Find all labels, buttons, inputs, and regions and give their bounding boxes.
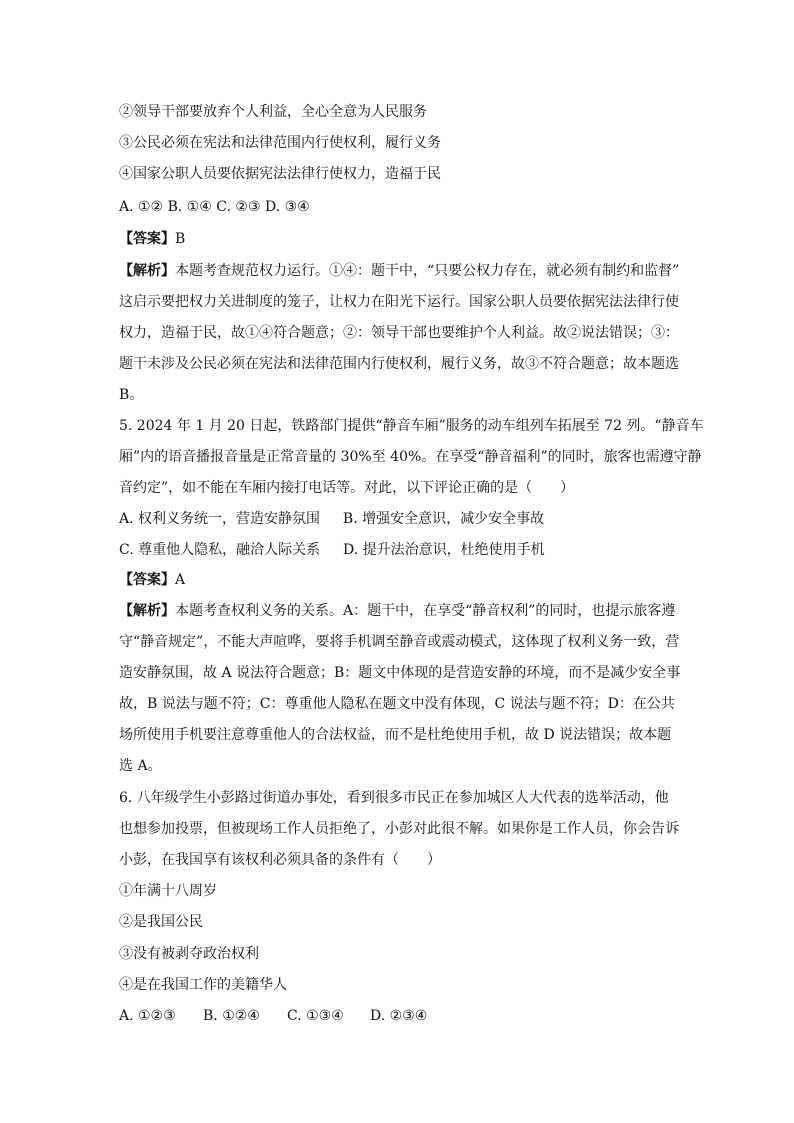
q6-option-3: ③没有被剥夺政治权利 xyxy=(119,946,259,962)
q5-analysis-line-6: 选 A。 xyxy=(119,758,162,774)
answer-label: 【答案】 xyxy=(119,231,175,247)
q5-analysis-line-3: 造安静氛围，故 A 说法符合题意；B：题文中体现的是营造安静的环境，而不是减少安全事 xyxy=(119,665,681,681)
q5-stem-line-2: 厢”内的语音播报音量是正常音量的 30%至 40%。在享受“静音福利”的同时，旅客也需遵守静 xyxy=(119,449,702,465)
analysis-label: 【解析】 xyxy=(119,263,175,279)
q5-options-row-2 xyxy=(119,540,545,560)
q6-choice-a: A. ①②③ xyxy=(119,1008,176,1024)
q4-option-4: ④国家公职人员要依据宪法法律行使权力，造福于民 xyxy=(119,166,441,182)
q6-choice-b: B. ①②④ xyxy=(203,1008,260,1024)
q4-option-3: ③公民必须在宪法和法律范围内行使权利，履行义务 xyxy=(119,135,441,151)
analysis-text: 本题考查规范权力运行。①④：题干中，“只要公权力存在，就必须有制约和监督” xyxy=(175,263,680,279)
q5-analysis-line-4: 故，B 说法与题不符；C：尊重他人隐私在题文中没有体现，C 说法与题不符；D：在公共 xyxy=(119,696,675,712)
q6-choice-c: C. ①③④ xyxy=(287,1008,344,1024)
answer-value: A xyxy=(175,572,186,588)
q6-choices xyxy=(119,1006,427,1026)
q4-analysis-line-3: 权力，造福于民，故①④符合题意；②：领导干部也要维护个人利益。故②说法错误；③： xyxy=(119,325,679,341)
q5-analysis-line-5: 场所使用手机要注意尊重他人的合法权益，而不是杜绝使用手机，故 D 说法错误；故本题 xyxy=(119,727,672,743)
q5-answer xyxy=(119,570,185,590)
q4-analysis-line-4: 题干未涉及公民必须在宪法和法律范围内行使权利，履行义务，故③不符合题意；故本题选 xyxy=(119,356,679,372)
q5-option-b: B. 增强安全意识，减少安全事故 xyxy=(342,511,545,527)
q6-stem-line-1: 6. 八年级学生小彭路过街道办事处，看到很多市民正在参加城区人大代表的选举活动，他 xyxy=(119,790,669,806)
q5-option-a: A. 权利义务统一，营造安静氛围 xyxy=(119,511,321,527)
q4-analysis-line-1 xyxy=(119,261,679,281)
q4-option-2: ②领导干部要放弃个人利益，全心全意为人民服务 xyxy=(119,104,427,120)
q5-stem-line-3: 音约定”，如不能在车厢内接打电话等。对此，以下评论正确的是（ ） xyxy=(119,480,575,496)
q4-analysis-line-2: 这启示要把权力关进制度的笼子，让权力在阳光下运行。国家公职人员要依据宪法法律行使 xyxy=(119,294,679,310)
q6-option-2: ②是我国公民 xyxy=(119,914,203,930)
q4-answer xyxy=(119,229,185,249)
q6-option-1: ①年满十八周岁 xyxy=(119,883,217,899)
analysis-text: 本题考查权利义务的关系。A：题干中，在享受“静音权利”的同时，也提示旅客遵 xyxy=(175,603,676,619)
q6-option-4: ④是在我国工作的美籍华人 xyxy=(119,977,287,993)
analysis-label: 【解析】 xyxy=(119,603,175,619)
q6-stem-line-3: 小彭，在我国享有该权利必须具备的条件有（ ） xyxy=(119,852,441,868)
q5-option-d: D. 提升法治意识，杜绝使用手机 xyxy=(343,542,545,558)
q4-analysis-line-5: B。 xyxy=(119,387,144,403)
q5-analysis-line-2: 守“静音规定”，不能大声喧哗，要将手机调至静音或震动模式，这体现了权利义务一致，营 xyxy=(119,634,680,650)
q5-option-c: C. 尊重他人隐私，融洽人际关系 xyxy=(119,542,321,558)
answer-value: B xyxy=(175,231,186,247)
q4-choices: A. ①② B. ①④ C. ②③ D. ③④ xyxy=(119,199,310,215)
q5-analysis-line-1 xyxy=(119,601,675,621)
answer-label: 【答案】 xyxy=(119,572,175,588)
q6-choice-d: D. ②③④ xyxy=(370,1008,428,1024)
q5-stem-line-1: 5. 2024 年 1 月 20 日起，铁路部门提供“静音车厢”服务的动车组列车拓展至 72 列。“静音车 xyxy=(119,418,704,434)
q6-stem-line-2: 也想参加投票，但被现场工作人员拒绝了，小彭对此很不解。如果你是工作人员，你会告诉 xyxy=(119,821,679,837)
q5-options-row-1 xyxy=(119,509,544,529)
